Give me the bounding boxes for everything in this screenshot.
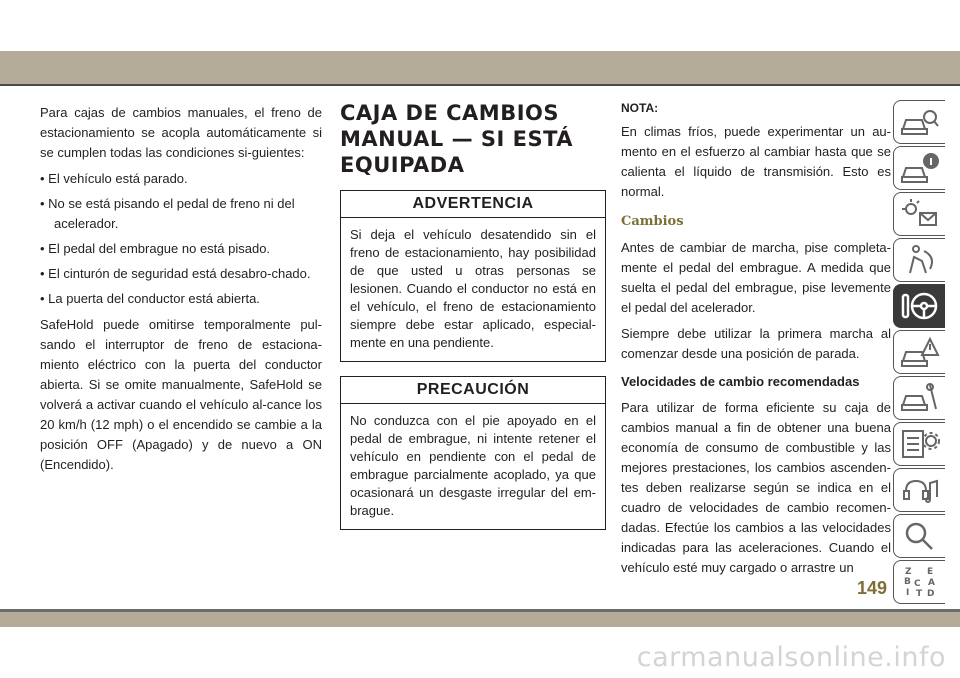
list-item: • El vehículo está parado.	[40, 169, 322, 189]
tab-car-info[interactable]	[893, 146, 945, 190]
tab-alphabetical-index[interactable]	[893, 560, 945, 604]
car-service-tools-icon	[900, 381, 940, 415]
tab-index-search[interactable]	[893, 514, 945, 558]
list-item: • La puerta del conductor está abierta.	[40, 289, 322, 309]
index-letter: D	[926, 589, 934, 599]
intro-paragraph: Para cajas de cambios manuales, el freno de estacionamiento se acopla automáticamente si se cumplen todas las condiciones si-guientes:	[40, 105, 322, 160]
alphabet-index-icon	[900, 565, 940, 599]
header-rule	[0, 84, 960, 86]
subheading-cambios: Cambios	[621, 214, 684, 229]
multimedia-icon	[900, 473, 940, 507]
index-letter: B	[903, 577, 911, 587]
caution-box	[340, 376, 606, 530]
note-text: En climas fríos, puede experimentar un au-mento en el esfuerzo al cambiar hasta que se calienta el líquido de transmisión. Esto es normal.	[621, 124, 891, 199]
column-right	[621, 100, 891, 584]
list-item: • El cinturón de seguridad está desabro-chado.	[40, 264, 322, 284]
column-middle	[340, 100, 606, 544]
index-letter: T	[915, 589, 922, 599]
index-letter: I	[905, 588, 909, 598]
index-letter: C	[913, 579, 921, 589]
section-title-line: EQUIPADA	[340, 153, 465, 177]
subheading-recommended-speeds: Velocidades de cambio recomendadas	[621, 374, 860, 389]
recommended-speeds-paragraph: Para utilizar de forma eficiente su caja de cambios manual a fin de obtener una buena economía de consumo de combustible y las mejores prestaciones, los cambios ascenden-tes deben realizarse según se indica en el cuadro de velocidades de cambio recomen-dadas. Efectúe los cambios a las velocidades indicadas para las aceleraciones. Cuando el vehículo esté muy cargado o arrastre un	[621, 400, 891, 575]
footer-band	[0, 612, 960, 627]
note-label: NOTA:	[621, 101, 659, 115]
column-left	[40, 103, 322, 481]
index-letter: Z	[904, 567, 912, 577]
safety-airbag-icon	[900, 243, 940, 277]
tab-safety[interactable]	[893, 238, 945, 282]
section-title	[340, 100, 606, 178]
tab-emergency[interactable]	[893, 330, 945, 374]
index-search-icon	[900, 519, 940, 553]
tab-dashboard-lights[interactable]	[893, 192, 945, 236]
emergency-warning-icon	[900, 335, 940, 369]
car-search-icon	[900, 105, 940, 139]
steering-wheel-key-icon	[900, 289, 940, 323]
index-letter: A	[927, 578, 935, 588]
chapter-tabs	[893, 100, 945, 606]
warning-box	[340, 190, 606, 362]
watermark: carmanualsonline.info	[636, 642, 946, 673]
header-band	[0, 51, 960, 84]
section-title-line: MANUAL — SI ESTÁ	[340, 127, 574, 151]
index-letter: E	[926, 567, 933, 577]
section-title-line: CAJA DE CAMBIOS	[340, 101, 559, 125]
shifting-paragraph: Antes de cambiar de marcha, pise completa-mente el pedal del embrague. A medida que suelta el pedal del embrague, pise levemente el pedal del acelerador.	[621, 240, 891, 315]
caution-heading: PRECAUCIÓN	[341, 377, 605, 404]
tab-car-search[interactable]	[893, 100, 945, 144]
tab-service[interactable]	[893, 376, 945, 420]
page-number: 149	[857, 578, 888, 598]
warning-body: Si deja el vehículo desatendido sin el freno de estacionamiento, hay posibilidad de que usted u otras personas se lesionen. Cuando el conductor no está en el vehículo, el freno de estacionamiento siempre debe estar aplicado, especial-mente en una pendiente.	[350, 227, 596, 350]
list-item: • No se está pisando el pedal de freno ni del acelerador.	[40, 194, 322, 234]
condition-list	[40, 169, 322, 309]
first-gear-paragraph: Siempre debe utilizar la primera marcha al comenzar desde una posición de parada.	[621, 326, 891, 361]
warning-heading: ADVERTENCIA	[341, 191, 605, 218]
tab-starting-operating[interactable]	[893, 284, 945, 328]
list-item: • El pedal del embrague no está pisado.	[40, 239, 322, 259]
dashboard-lights-icon	[900, 197, 940, 231]
tab-multimedia[interactable]	[893, 468, 945, 512]
caution-body: No conduzca con el pie apoyado en el pedal de embrague, ni intente retener el vehículo en pendiente con el pedal de embrague parcialmente acoplado, ya que ocasionará un desgaste irregular del em-brague.	[350, 413, 596, 518]
specifications-gear-icon	[900, 427, 940, 461]
safehold-paragraph: SafeHold puede omitirse temporalmente pul-sando el interruptor de freno de estaciona-miento eléctrico con la puerta del conductor abierta. Si se omite manualmente, SafeHold se volverá a activar cuando el vehículo al-cance los 20 km/h (12 mph) o el encendido se cambie a la posición OFF (Apagado) y de nuevo a ON (Encendido).	[40, 317, 322, 472]
tab-specifications[interactable]	[893, 422, 945, 466]
car-info-icon	[900, 151, 940, 185]
